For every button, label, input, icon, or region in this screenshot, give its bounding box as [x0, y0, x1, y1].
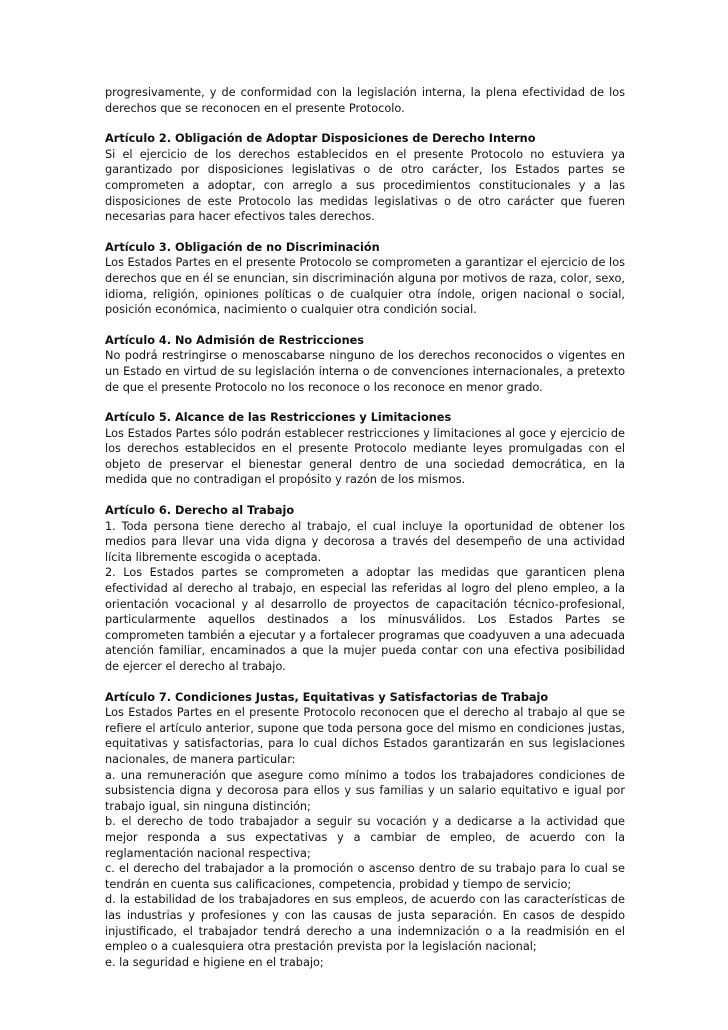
article-5-text: Los Estados Partes sólo podrán establecer restricciones y limitaciones al goce y ejercicio de los derechos establecidos en el presente Protocolo mediante leyes promulgadas con el objeto de preservar el bienestar general dentro de una sociedad democrática, en la medida que no contradigan el propósito y razón de los mismos. [105, 426, 625, 487]
article-7-item-b: b. el derecho de todo trabajador a seguir su vocación y a dedicarse a la actividad que mejor responda a sus expectativas y a cambiar de empleo, de acuerdo con la reglamentación nacional respectiva; [105, 815, 625, 860]
intro-paragraph: progresivamente, y de conformidad con la legislación interna, la plena efectividad de los derechos que se reconocen en el presente Protocolo. [105, 86, 625, 115]
article-7-item-e: e. la seguridad e higiene en el trabajo; [105, 955, 324, 969]
article-6-item-1: 1. Toda persona tiene derecho al trabajo, el cual incluye la oportunidad de obtener los medios para llevar una vida digna y decorosa a través del desempeño de una actividad lícita libremente escogida o aceptada. [105, 519, 625, 564]
article-7-item-a: a. una remuneración que asegure como mínimo a todos los trabajadores condiciones de subsistencia digna y decorosa para ellos y sus familias y un salario equitativo e igual por trabajo igual, sin ninguna distinción; [105, 768, 625, 813]
article-7-intro: Los Estados Partes en el presente Protocolo reconocen que el derecho al trabajo al que se refiere el artículo anterior, supone que toda persona goce del mismo en condiciones justas, equitativas y satisfactorias, para lo cual dichos Estados garantizarán en sus legislaciones nacionales, de manera particular: [105, 706, 625, 766]
spacer [105, 395, 625, 410]
article-6-item-2: 2. Los Estados partes se comprometen a adoptar las medidas que garanticen plena efectividad al derecho al trabajo, en especial las referidas al logro del pleno empleo, a la orientación vocacional y al desarrollo de proyectos de capacitación técnico-profesional, particularmente aquellos destinados a los minusválidos. Los Estados Partes se comprometen también a ejecutar y a fortalecer programas que coadyuven a una adecuada atención familiar, encaminados a que la mujer pueda contar con una efectiva posibilidad de ejercer el derecho al trabajo. [105, 566, 625, 673]
document-page [105, 85, 625, 970]
article-2-heading: Artículo 2. Obligación de Adoptar Disposiciones de Derecho Interno [105, 132, 536, 146]
spacer [105, 675, 625, 690]
article-3-text: Los Estados Partes en el presente Protocolo se comprometen a garantizar el ejercicio de los derechos que en él se enuncian, sin discriminación alguna por motivos de raza, color, sexo, idioma, religión, opiniones políticas o de cualquier otra índole, origen nacional o social, posición económica, nacimiento o cualquier otra condición social. [105, 256, 625, 317]
article-4-heading: Artículo 4. No Admisión de Restricciones [105, 333, 364, 347]
spacer [105, 116, 625, 131]
spacer [105, 225, 625, 240]
article-7-item-d: d. la estabilidad de los trabajadores en sus empleos, de acuerdo con las características de las industrias y profesiones y con las causas de justa separación. En casos de despido injustificado, el trabajador tendrá derecho a una indemnización o a la readmisión en el empleo o a cualesquiera otra prestación prevista por la legislación nacional; [105, 893, 625, 954]
article-7-heading: Artículo 7. Condiciones Justas, Equitativas y Satisfactorias de Trabajo [105, 690, 549, 704]
article-4-text: No podrá restringirse o menoscabarse ninguno de los derechos reconocidos o vigentes en un Estado en virtud de su legislación interna o de convenciones internacionales, a pretexto de que el presente Protocolo no los reconoce o los reconoce en menor grado. [105, 349, 625, 394]
article-3-heading: Artículo 3. Obligación de no Discriminación [105, 240, 380, 254]
article-6-heading: Artículo 6. Derecho al Trabajo [105, 504, 295, 518]
spacer [105, 488, 625, 503]
article-2-text: Si el ejercicio de los derechos establecidos en el presente Protocolo no estuviera ya garantizado por disposiciones legislativas o de otro carácter, los Estados partes se comprometen a adoptar, con arreglo a sus procedimientos constitucionales y a las disposiciones de este Protocolo las medidas legislativas o de otro carácter que fueren necesarias para hacer efectivos tales derechos. [105, 147, 625, 224]
article-7-item-c: c. el derecho del trabajador a la promoción o ascenso dentro de su trabajo para lo cual se tendrán en cuenta sus calificaciones, competencia, probidad y tiempo de servicio; [105, 862, 625, 891]
article-5-heading: Artículo 5. Alcance de las Restricciones y Limitaciones [105, 411, 452, 425]
spacer [105, 318, 625, 333]
